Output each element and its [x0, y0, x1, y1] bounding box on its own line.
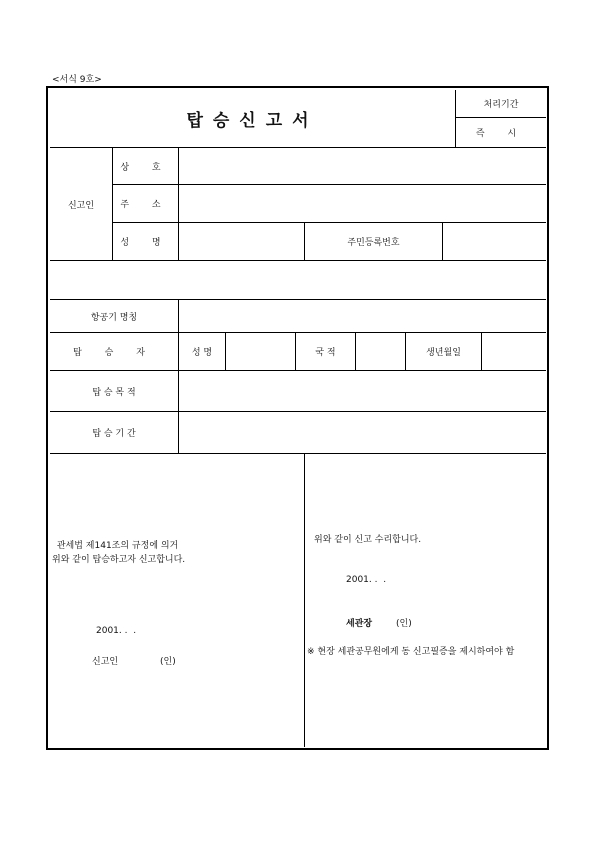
name-label-cell: [113, 223, 179, 261]
period-label: 탑 승 기 간: [92, 429, 136, 439]
birth-field[interactable]: [482, 333, 546, 371]
address-label-cell: [113, 185, 179, 223]
period-label-cell: [50, 412, 179, 454]
processing-label: 처리기간: [483, 100, 519, 110]
nationality-label-cell: [296, 333, 356, 371]
declaration-box: [50, 454, 305, 747]
nationality-label: 국 적: [315, 348, 336, 358]
purpose-field[interactable]: [179, 371, 546, 412]
declaration-statement-line1: 관세법 제141조의 규정에 의거: [54, 541, 179, 551]
business-name-label-cell: [113, 148, 179, 185]
processing-value-cell: [456, 118, 546, 148]
address-label: 주 소: [120, 200, 171, 210]
declarant-signer: 신고인: [92, 657, 119, 667]
title-cell: [50, 90, 456, 148]
aircraft-field[interactable]: [179, 300, 546, 333]
acceptance-statement: 위와 같이 신고 수리합니다.: [314, 535, 422, 545]
declarant-group-cell: [50, 148, 113, 261]
acceptance-date: 2001. . .: [346, 575, 387, 585]
declaration-statement-line2: 위와 같이 탑승하고자 신고합니다.: [52, 555, 186, 565]
name-label: 성 명: [120, 238, 171, 248]
passenger-name-label-cell: [179, 333, 226, 371]
purpose-label-cell: [50, 371, 179, 412]
purpose-label: 탑 승 목 적: [92, 387, 136, 398]
business-name-label: 상 호: [120, 162, 171, 173]
resident-no-field[interactable]: [443, 223, 546, 261]
declaration-date: 2001. . .: [96, 626, 137, 636]
declarant-label: 신고인: [67, 200, 95, 211]
aircraft-label-cell: [50, 300, 179, 333]
form-number: <서식 9호>: [52, 75, 102, 85]
presentation-note: ※ 현장 세관공무원에게 동 신고필증을 제시하여야 함: [307, 647, 515, 657]
birth-label-cell: [406, 333, 482, 371]
processing-label-cell: [456, 90, 546, 118]
declarant-seal: (인): [160, 657, 176, 667]
period-field[interactable]: [179, 412, 546, 454]
nationality-field[interactable]: [356, 333, 406, 371]
form-title: 탑승신고서: [186, 111, 319, 131]
processing-value: 즉 시: [475, 129, 527, 139]
resident-no-label: 주민등록번호: [347, 238, 400, 248]
blank-row: [50, 261, 546, 300]
declaration-form: [50, 90, 546, 747]
address-field[interactable]: [179, 185, 546, 223]
aircraft-label: 항공기 명칭: [90, 312, 138, 323]
name-field[interactable]: [179, 223, 305, 261]
business-name-field[interactable]: [179, 148, 546, 185]
birth-label: 생년월일: [426, 348, 461, 358]
acceptance-box: [305, 454, 546, 747]
passenger-label: 탑 승 자: [73, 348, 155, 358]
customs-chief: 세관장: [346, 619, 373, 629]
passenger-label-cell: [50, 333, 179, 371]
resident-no-label-cell: [305, 223, 443, 261]
passenger-name-label: 성 명: [191, 348, 213, 358]
passenger-name-field[interactable]: [226, 333, 296, 371]
customs-seal: (인): [396, 619, 412, 629]
